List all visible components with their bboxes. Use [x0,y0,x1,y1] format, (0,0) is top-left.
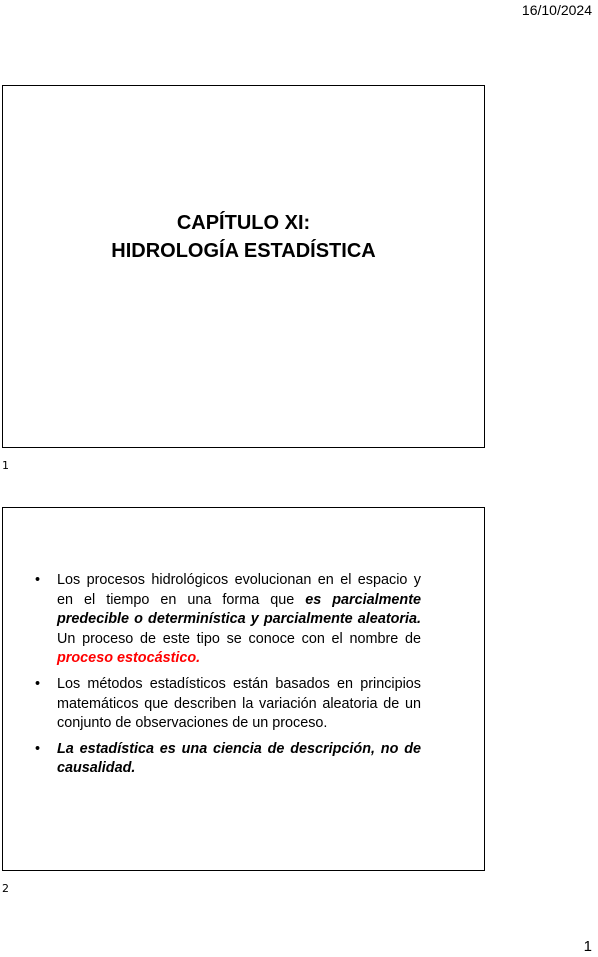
bullet-text: Los procesos hidrológicos evolucionan en el espacio y en el tiempo en una forma que [57,572,421,608]
bullet-text: Los métodos estadísticos están basados en principios matemáticos que describen la variación aleatoria de un conjunto de observaciones de un proceso. [57,675,421,732]
bullet-dot-icon: • [35,675,41,692]
title-line-2: HIDROLOGÍA ESTADÍSTICA [111,240,376,262]
page-number: 1 [583,938,592,955]
bullet-item [35,675,421,734]
bullet-item [35,571,421,669]
print-date: 16/10/2024 [521,2,592,18]
bullet-item [35,740,421,779]
bullet-emphasis: es parcialmente predecible o determinística y parcialmente aleatoria. [57,591,421,628]
bullet-list [35,571,421,785]
slide-title [3,209,484,265]
slide-1 [2,85,485,448]
slide-number-2: 2 [2,882,9,895]
title-line-1: CAPÍTULO XI: [176,212,311,234]
bullet-emphasis: La estadística es una ciencia de descripción, no de causalidad. [57,740,421,777]
bullet-text: Un proceso de este tipo se conoce con el nombre de [57,630,421,647]
bullet-dot-icon: • [35,740,41,757]
slide-2 [2,507,485,871]
bullet-dot-icon: • [35,572,41,588]
bullet-highlight: proceso estocástico. [57,650,201,667]
slide-number-1: 1 [2,459,9,472]
